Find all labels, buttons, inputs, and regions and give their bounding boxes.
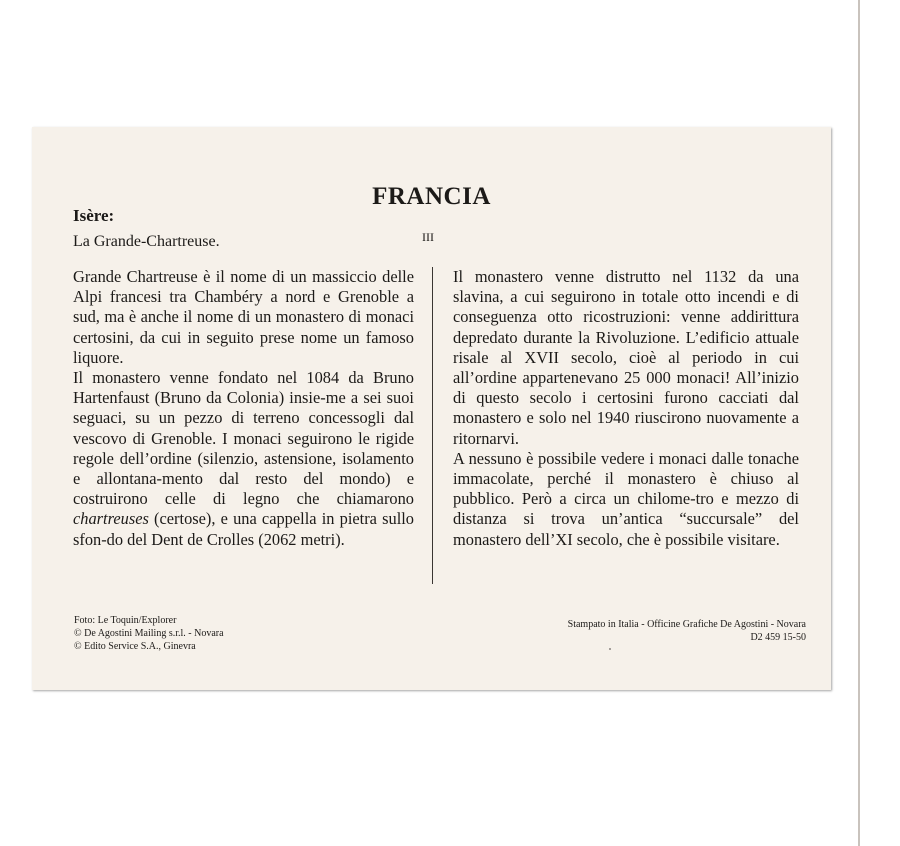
right-text-column <box>453 267 799 550</box>
card-title: FRANCIA <box>372 183 491 210</box>
chartreuses-italic: chartreuses <box>73 509 149 529</box>
right-paragraph-1: Il monastero venne distrutto nel 1132 da una slavina, a cui seguirono in totale otto incendi e di conseguenza otto ricostruzioni: venne addirittura depredato durante la Rivoluzione. L’edificio attuale risale al XVII secolo, cioè al periodo in cui all’ordine appartenevano 25 000 monaci! All’inizio di questo secolo i certosini furono cacciati dal monastero e solo nel 1940 riuscirono nuovamente a ritornarvi. <box>453 267 799 448</box>
card-subtitle: La Grande-Chartreuse. <box>73 233 220 250</box>
scanner-edge-line <box>858 0 860 846</box>
region-heading: Isère: <box>73 206 115 225</box>
right-paragraph-2: A nessuno è possibile vedere i monaci dalle tonache immacolate, perché il monastero è chiuso al pubblico. Però a circa un chilome-tro e mezzo di distanza si trova un’antica “succursale” del monastero dell’XI secolo, che è possibile visitare. <box>453 448 799 549</box>
left-paragraph-2 <box>73 368 414 550</box>
printer-line: Stampato in Italia - Officine Grafiche De Agostini - Novara <box>567 619 806 630</box>
photo-credits <box>74 614 224 653</box>
column-divider <box>432 267 433 584</box>
copyright-line-1: © De Agostini Mailing s.r.l. - Novara <box>74 628 224 639</box>
left-text-column <box>73 267 414 550</box>
copyright-line-2: © Edito Service S.A., Ginevra <box>74 641 196 652</box>
left-paragraph-2-end: (certose), e una cappella in pietra sullo sfon-do del Dent de Crolles (2062 metri). <box>73 509 414 549</box>
paper-speck <box>609 648 611 650</box>
postcard-back <box>32 127 831 690</box>
print-code: D2 459 15-50 <box>750 632 806 643</box>
printer-info <box>568 618 806 644</box>
photo-credit: Foto: Le Toquin/Explorer <box>74 615 177 626</box>
left-paragraph-1: Grande Chartreuse è il nome di un massiccio delle Alpi francesi tra Chambéry a nord e Grenoble a sud, ma è anche il nome di un monastero di monaci certosini, da cui in seguito prese nome un famoso liquore. <box>73 267 414 367</box>
left-paragraph-2-start: Il monastero venne fondato nel 1084 da Bruno Hartenfaust (Bruno da Colonia) insie-me a sei suoi seguaci, su un pezzo di terreno concessogli dal vescovo di Grenoble. I monaci seguirono le rigide regole dell’ordine (silenzio, astensione, isolamento e allontana-mento dal resto del mondo) e costruirono celle di legno che chiamarono <box>73 368 414 509</box>
card-number: III <box>422 230 434 244</box>
